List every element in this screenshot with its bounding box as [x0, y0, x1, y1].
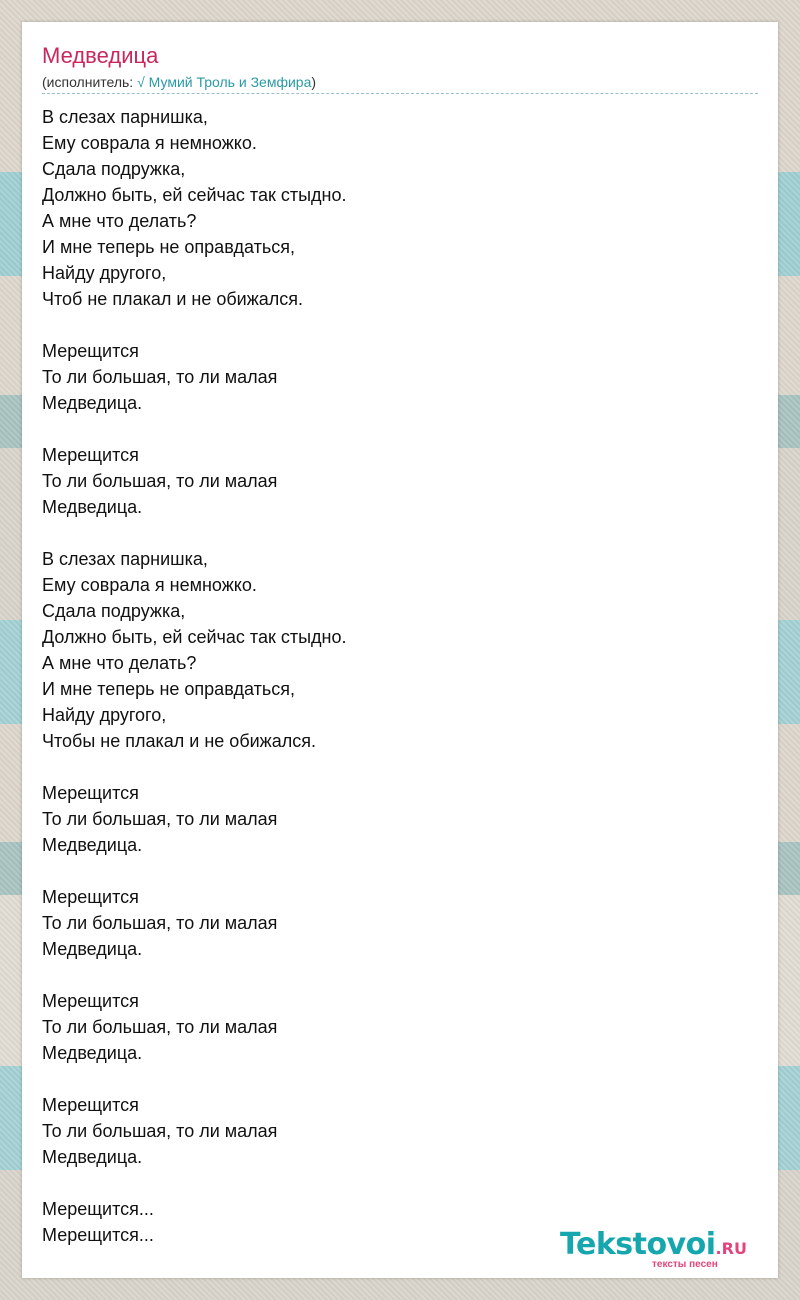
lyrics-line: И мне теперь не оправдаться,: [42, 679, 296, 699]
logo-suffix: .RU: [715, 1239, 747, 1258]
lyrics-stanza: [42, 1092, 346, 1170]
lyrics-line: Мерещится: [42, 1095, 139, 1115]
lyrics-line: То ли большая, то ли малая: [42, 367, 278, 387]
lyrics-line: То ли большая, то ли малая: [42, 471, 278, 491]
lyrics-stanza: [42, 1196, 346, 1248]
lyrics-line: А мне что делать?: [42, 653, 197, 673]
lyrics-line: Мерещится...: [42, 1225, 154, 1245]
lyrics-line: Найду другого,: [42, 263, 167, 283]
lyrics-line: Мерещится: [42, 991, 139, 1011]
lyrics-line: Чтоб не плакал и не обижался.: [42, 289, 304, 309]
lyrics-line: То ли большая, то ли малая: [42, 1121, 278, 1141]
lyrics-line: Ему соврала я немножко.: [42, 575, 257, 595]
lyrics-card: [22, 22, 778, 1278]
lyrics-line: Медведица.: [42, 497, 143, 517]
lyrics-line: А мне что делать?: [42, 211, 197, 231]
lyrics-line: Найду другого,: [42, 705, 167, 725]
site-logo[interactable]: [560, 1228, 770, 1272]
lyrics-line: Должно быть, ей сейчас так стыдно.: [42, 185, 347, 205]
lyrics-line: Сдала подружка,: [42, 159, 186, 179]
lyrics-line: Чтобы не плакал и не обижался.: [42, 731, 316, 751]
lyrics-stanza: [42, 780, 346, 858]
lyrics-line: Должно быть, ей сейчас так стыдно.: [42, 627, 347, 647]
lyrics-line: В слезах парнишка,: [42, 107, 208, 127]
lyrics-line: Мерещится: [42, 783, 139, 803]
lyrics-stanza: [42, 338, 346, 416]
logo-main-text: Tekstovoi: [560, 1227, 716, 1262]
lyrics-line: Медведица.: [42, 1043, 143, 1063]
artist-suffix: ): [311, 74, 317, 90]
lyrics-stanza: [42, 988, 346, 1066]
lyrics-line: Медведица.: [42, 1147, 143, 1167]
artist-link[interactable]: √ Мумий Троль и Земфира: [137, 74, 312, 90]
lyrics-stanza: [42, 442, 346, 520]
logo-tagline: тексты песен: [652, 1259, 718, 1270]
lyrics-line: Медведица.: [42, 939, 143, 959]
lyrics-stanza: [42, 546, 346, 754]
lyrics-line: И мне теперь не оправдаться,: [42, 237, 296, 257]
song-title: Медведица: [42, 43, 159, 68]
lyrics-stanza: [42, 104, 346, 312]
artist-prefix: (исполнитель:: [42, 74, 138, 90]
lyrics-line: Сдала подружка,: [42, 601, 186, 621]
lyrics-line: В слезах парнишка,: [42, 549, 208, 569]
lyrics-line: Медведица.: [42, 393, 143, 413]
lyrics-line: То ли большая, то ли малая: [42, 809, 278, 829]
lyrics-line: Мерещится...: [42, 1199, 154, 1219]
lyrics-line: То ли большая, то ли малая: [42, 913, 278, 933]
lyrics-body: [42, 104, 346, 1248]
lyrics-line: Мерещится: [42, 341, 139, 361]
lyrics-line: Ему соврала я немножко.: [42, 133, 257, 153]
lyrics-stanza: [42, 884, 346, 962]
lyrics-line: То ли большая, то ли малая: [42, 1017, 278, 1037]
lyrics-line: Мерещится: [42, 445, 139, 465]
artist-line: [42, 73, 758, 94]
lyrics-line: Медведица.: [42, 835, 143, 855]
lyrics-line: Мерещится: [42, 887, 139, 907]
